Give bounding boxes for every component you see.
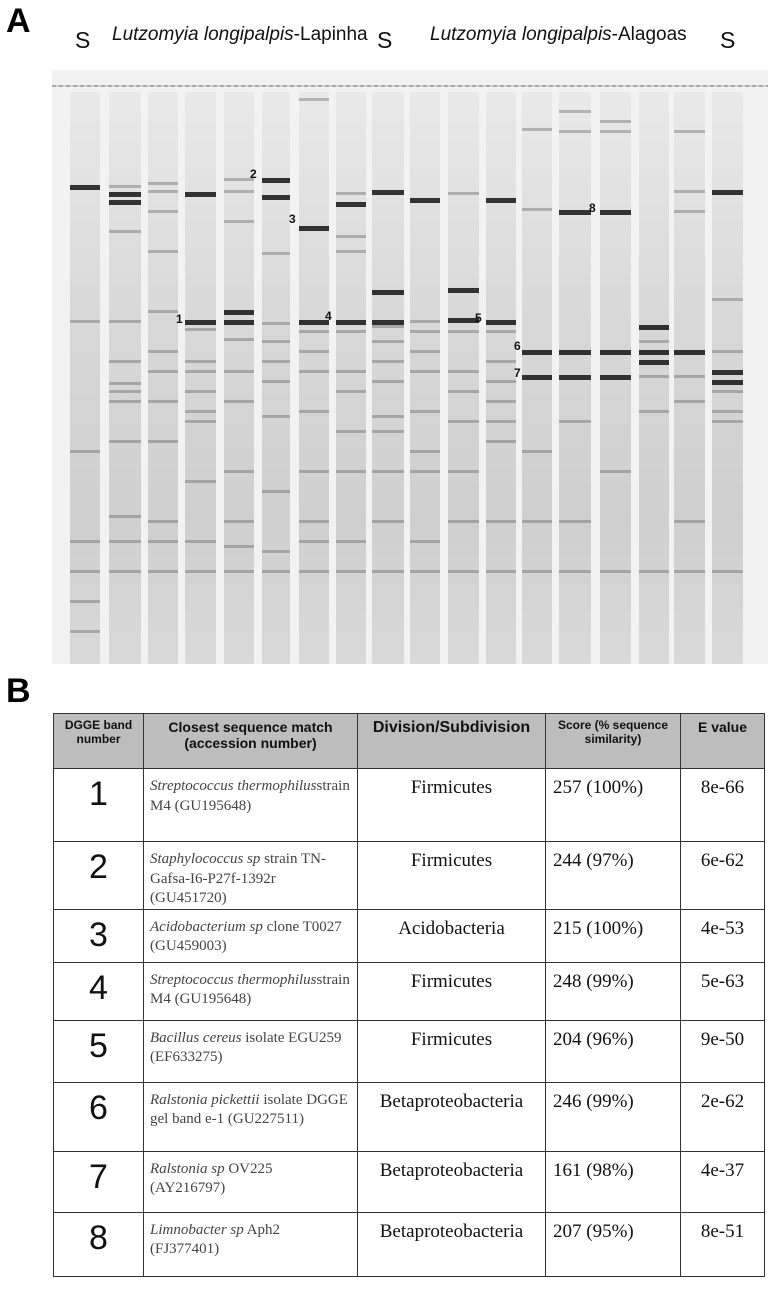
division: Firmicutes — [358, 962, 546, 1020]
gel-band — [299, 226, 329, 231]
gel-band — [410, 330, 440, 333]
table-row — [54, 962, 765, 1020]
gel-band — [148, 310, 178, 313]
gel-band — [336, 370, 366, 373]
gel-band — [372, 190, 404, 195]
gel-band — [148, 210, 178, 213]
gel-lane — [600, 92, 631, 664]
gel-lane — [262, 92, 290, 664]
division: Acidobacteria — [358, 909, 546, 962]
gel-band — [262, 252, 290, 255]
gel-band — [299, 470, 329, 473]
closest-match — [144, 909, 358, 962]
table-header-row — [54, 714, 765, 769]
band-label: 5 — [475, 311, 482, 325]
gel-band — [336, 320, 366, 325]
score: 248 (99%) — [546, 962, 681, 1020]
gel-band — [336, 250, 366, 253]
gel-band — [185, 192, 216, 197]
gel-band — [486, 420, 516, 423]
gel-band — [522, 208, 552, 211]
organism-name: Ralstonia pickettii — [150, 1091, 260, 1108]
match-detail: strain TN-Gafsa-I6-P27f-1392r (GU451720) — [150, 851, 326, 906]
gel-band — [674, 130, 705, 133]
gel-band — [448, 390, 479, 393]
gel-band — [674, 375, 705, 378]
gel-lane — [336, 92, 366, 664]
score: 244 (97%) — [546, 842, 681, 910]
site-name: -Alagoas — [611, 24, 687, 45]
gel-band — [185, 320, 216, 325]
gel-band — [262, 195, 290, 200]
gel-band — [486, 520, 516, 523]
gel-band — [410, 470, 440, 473]
gel-lane — [674, 92, 705, 664]
lane-header-standard-3: S — [720, 27, 736, 53]
gel-band — [299, 98, 329, 101]
organism-name: Limnobacter sp — [150, 1221, 244, 1238]
gel-lane — [448, 92, 479, 664]
gel-band — [674, 350, 705, 355]
gel-band — [639, 360, 669, 365]
gel-band — [372, 570, 404, 573]
gel-band — [712, 570, 743, 573]
organism-name: Bacillus cereus — [150, 1029, 242, 1046]
dgge-gel-image — [52, 70, 768, 664]
score: 246 (99%) — [546, 1082, 681, 1151]
band-label: 3 — [289, 212, 296, 226]
gel-band — [185, 360, 216, 363]
gel-band — [185, 328, 216, 331]
gel-band — [70, 320, 100, 323]
gel-band — [522, 375, 552, 380]
closest-match — [144, 1212, 358, 1276]
gel-band — [109, 320, 141, 323]
gel-band — [148, 570, 178, 573]
table-row — [54, 1212, 765, 1276]
header-evalue: E value — [681, 714, 765, 769]
gel-band — [224, 338, 254, 341]
gel-band — [299, 540, 329, 543]
gel-band — [448, 520, 479, 523]
gel-band — [559, 520, 591, 523]
gel-band — [712, 298, 743, 301]
gel-band — [486, 380, 516, 383]
gel-band — [674, 210, 705, 213]
match-detail: OV225 (AY216797) — [150, 1160, 273, 1196]
lane-header-lapinha — [112, 24, 368, 46]
gel-band — [224, 220, 254, 223]
gel-band — [336, 430, 366, 433]
gel-band — [109, 382, 141, 385]
gel-band — [148, 190, 178, 193]
match-detail: strain M4 (GU195648) — [150, 971, 350, 1007]
species-name: Lutzomyia longipalpis — [430, 24, 612, 45]
gel-band — [109, 515, 141, 518]
division: Firmicutes — [358, 842, 546, 910]
organism-name: Ralstonia sp — [150, 1160, 225, 1177]
gel-band — [559, 420, 591, 423]
gel-band — [486, 570, 516, 573]
gel-band — [674, 400, 705, 403]
division: Firmicutes — [358, 769, 546, 842]
evalue: 4e-37 — [681, 1151, 765, 1212]
gel-band — [639, 410, 669, 413]
evalue: 8e-66 — [681, 769, 765, 842]
table-row — [54, 769, 765, 842]
gel-lane — [712, 92, 743, 664]
band-label: 7 — [514, 366, 521, 380]
organism-name: Streptococcus thermophilus — [150, 778, 317, 794]
gel-band — [712, 350, 743, 353]
band-number: 1 — [54, 769, 144, 842]
match-detail: isolate DGGE gel band e-1 (GU227511) — [150, 1091, 348, 1127]
organism-name: Staphylococcus sp — [150, 851, 261, 867]
match-detail: clone T0027 (GU459003) — [150, 918, 342, 954]
gel-band — [486, 400, 516, 403]
gel-band — [109, 570, 141, 573]
gel-band — [262, 415, 290, 418]
gel-lane — [559, 92, 591, 664]
header-band-number: DGGE band number — [54, 714, 144, 769]
gel-band — [109, 440, 141, 443]
gel-band — [262, 178, 290, 183]
division: Betaproteobacteria — [358, 1151, 546, 1212]
header-closest-match: Closest sequence match (accession number) — [144, 714, 358, 769]
gel-band — [224, 400, 254, 403]
gel-band — [600, 570, 631, 573]
gel-band — [372, 430, 404, 433]
gel-lane — [410, 92, 440, 664]
gel-band — [70, 450, 100, 453]
gel-band — [639, 325, 669, 330]
gel-band — [109, 390, 141, 393]
gel-band — [600, 130, 631, 133]
gel-band — [185, 480, 216, 483]
closest-match — [144, 1082, 358, 1151]
gel-band — [336, 470, 366, 473]
gel-band — [486, 440, 516, 443]
gel-band — [522, 570, 552, 573]
gel-band — [410, 450, 440, 453]
gel-band — [712, 420, 743, 423]
band-label: 4 — [325, 309, 332, 323]
gel-band — [559, 375, 591, 380]
gel-band — [486, 330, 516, 333]
gel-band — [712, 390, 743, 393]
match-detail: isolate EGU259 (EF633275) — [150, 1029, 342, 1065]
gel-band — [70, 630, 100, 633]
gel-band — [410, 198, 440, 203]
gel-band — [448, 330, 479, 333]
gel-band — [674, 520, 705, 523]
score: 257 (100%) — [546, 769, 681, 842]
gel-band — [448, 192, 479, 195]
gel-band — [185, 390, 216, 393]
sequence-match-table — [53, 713, 765, 1277]
band-label: 1 — [176, 312, 183, 326]
gel-band — [372, 325, 404, 328]
gel-band — [639, 375, 669, 378]
match-detail: Aph2 (FJ377401) — [150, 1221, 281, 1257]
band-number: 6 — [54, 1082, 144, 1151]
gel-band — [712, 190, 743, 195]
band-number: 7 — [54, 1151, 144, 1212]
band-number: 3 — [54, 909, 144, 962]
band-label: 8 — [589, 201, 596, 215]
gel-band — [448, 420, 479, 423]
header-score: Score (% sequence similarity) — [546, 714, 681, 769]
band-number: 5 — [54, 1020, 144, 1082]
gel-band — [712, 370, 743, 375]
gel-band — [639, 340, 669, 343]
gel-band — [262, 490, 290, 493]
gel-band — [372, 380, 404, 383]
species-name: Lutzomyia longipalpis — [112, 24, 294, 45]
gel-band — [224, 320, 254, 325]
gel-band — [600, 350, 631, 355]
gel-band — [410, 370, 440, 373]
gel-lane — [372, 92, 404, 664]
gel-band — [109, 192, 141, 197]
gel-band — [148, 370, 178, 373]
gel-band — [372, 340, 404, 343]
gel-band — [262, 340, 290, 343]
gel-band — [148, 540, 178, 543]
gel-band — [185, 540, 216, 543]
gel-band — [372, 520, 404, 523]
evalue: 9e-50 — [681, 1020, 765, 1082]
gel-band — [336, 540, 366, 543]
gel-band — [224, 545, 254, 548]
gel-band — [372, 470, 404, 473]
gel-band — [559, 110, 591, 113]
gel-band — [109, 400, 141, 403]
gel-band — [336, 202, 366, 207]
gel-band — [559, 570, 591, 573]
gel-band — [185, 370, 216, 373]
score: 204 (96%) — [546, 1020, 681, 1082]
gel-band — [448, 570, 479, 573]
lane-header-standard-1: S — [75, 27, 91, 53]
table-row — [54, 842, 765, 910]
gel-band — [70, 540, 100, 543]
gel-band — [262, 380, 290, 383]
gel-band — [262, 322, 290, 325]
gel-band — [639, 350, 669, 355]
gel-band — [299, 370, 329, 373]
gel-band — [712, 410, 743, 413]
band-label: 6 — [514, 339, 521, 353]
gel-lane — [486, 92, 516, 664]
gel-lane — [109, 92, 141, 664]
gel-band — [109, 540, 141, 543]
gel-band — [674, 570, 705, 573]
closest-match — [144, 962, 358, 1020]
band-number: 4 — [54, 962, 144, 1020]
gel-band — [70, 185, 100, 190]
gel-band — [299, 570, 329, 573]
gel-band — [109, 200, 141, 205]
evalue: 6e-62 — [681, 842, 765, 910]
gel-band — [522, 450, 552, 453]
gel-band — [410, 540, 440, 543]
gel-band — [262, 550, 290, 553]
evalue: 4e-53 — [681, 909, 765, 962]
gel-band — [148, 400, 178, 403]
gel-band — [148, 250, 178, 253]
gel-band — [70, 570, 100, 573]
gel-band — [299, 330, 329, 333]
gel-band — [185, 570, 216, 573]
gel-band — [224, 190, 254, 193]
gel-lane — [299, 92, 329, 664]
gel-band — [336, 390, 366, 393]
gel-band — [600, 120, 631, 123]
table-row — [54, 1151, 765, 1212]
gel-band — [410, 570, 440, 573]
gel-band — [712, 380, 743, 385]
gel-band — [224, 470, 254, 473]
gel-band — [224, 520, 254, 523]
gel-band — [559, 210, 591, 215]
closest-match — [144, 1020, 358, 1082]
organism-name: Acidobacterium sp — [150, 918, 263, 935]
gel-band — [224, 310, 254, 315]
gel-band — [372, 360, 404, 363]
gel-band — [410, 320, 440, 323]
gel-lane — [70, 92, 100, 664]
gel-band — [522, 128, 552, 131]
lane-header-alagoas — [430, 24, 687, 46]
gel-band — [600, 470, 631, 473]
division: Betaproteobacteria — [358, 1212, 546, 1276]
gel-band — [372, 415, 404, 418]
gel-lane — [522, 92, 552, 664]
gel-band — [448, 370, 479, 373]
site-name: -Lapinha — [293, 24, 368, 45]
band-label: 2 — [250, 167, 257, 181]
band-number: 2 — [54, 842, 144, 910]
gel-band — [448, 288, 479, 293]
gel-band — [336, 192, 366, 195]
organism-name: Streptococcus thermophilus — [150, 971, 317, 988]
closest-match — [144, 842, 358, 910]
score: 161 (98%) — [546, 1151, 681, 1212]
score: 215 (100%) — [546, 909, 681, 962]
division: Betaproteobacteria — [358, 1082, 546, 1151]
gel-band — [148, 440, 178, 443]
gel-band — [262, 570, 290, 573]
gel-band — [224, 370, 254, 373]
table-row — [54, 1082, 765, 1151]
panel-a-label: A — [6, 2, 31, 40]
gel-band — [148, 350, 178, 353]
gel-lane — [148, 92, 178, 664]
gel-band — [486, 198, 516, 203]
score: 207 (95%) — [546, 1212, 681, 1276]
gel-well-line — [52, 85, 768, 87]
gel-band — [109, 185, 141, 188]
gel-band — [600, 210, 631, 215]
gel-band — [674, 190, 705, 193]
gel-band — [336, 235, 366, 238]
gel-band — [336, 330, 366, 333]
gel-lane — [185, 92, 216, 664]
gel-band — [224, 570, 254, 573]
gel-band — [299, 520, 329, 523]
closest-match — [144, 769, 358, 842]
gel-band — [639, 570, 669, 573]
panel-b-label: B — [6, 672, 31, 710]
gel-lane — [639, 92, 669, 664]
gel-band — [486, 360, 516, 363]
evalue: 5e-63 — [681, 962, 765, 1020]
gel-band — [559, 130, 591, 133]
closest-match — [144, 1151, 358, 1212]
gel-band — [486, 320, 516, 325]
evalue: 2e-62 — [681, 1082, 765, 1151]
gel-band — [109, 230, 141, 233]
gel-band — [109, 360, 141, 363]
table-row — [54, 1020, 765, 1082]
gel-band — [410, 350, 440, 353]
gel-band — [148, 182, 178, 185]
match-detail: strain M4 (GU195648) — [150, 778, 350, 814]
lane-header-standard-2: S — [377, 27, 393, 53]
header-division: Division/Subdivision — [358, 714, 546, 769]
division: Firmicutes — [358, 1020, 546, 1082]
gel-band — [299, 410, 329, 413]
gel-band — [559, 350, 591, 355]
evalue: 8e-51 — [681, 1212, 765, 1276]
gel-band — [522, 350, 552, 355]
gel-band — [262, 360, 290, 363]
gel-band — [299, 350, 329, 353]
gel-band — [185, 420, 216, 423]
gel-band — [448, 470, 479, 473]
gel-band — [185, 410, 216, 413]
gel-band — [410, 410, 440, 413]
gel-band — [336, 570, 366, 573]
gel-band — [70, 600, 100, 603]
gel-band — [600, 375, 631, 380]
band-number: 8 — [54, 1212, 144, 1276]
gel-band — [522, 520, 552, 523]
gel-band — [148, 520, 178, 523]
gel-band — [372, 290, 404, 295]
table-row — [54, 909, 765, 962]
